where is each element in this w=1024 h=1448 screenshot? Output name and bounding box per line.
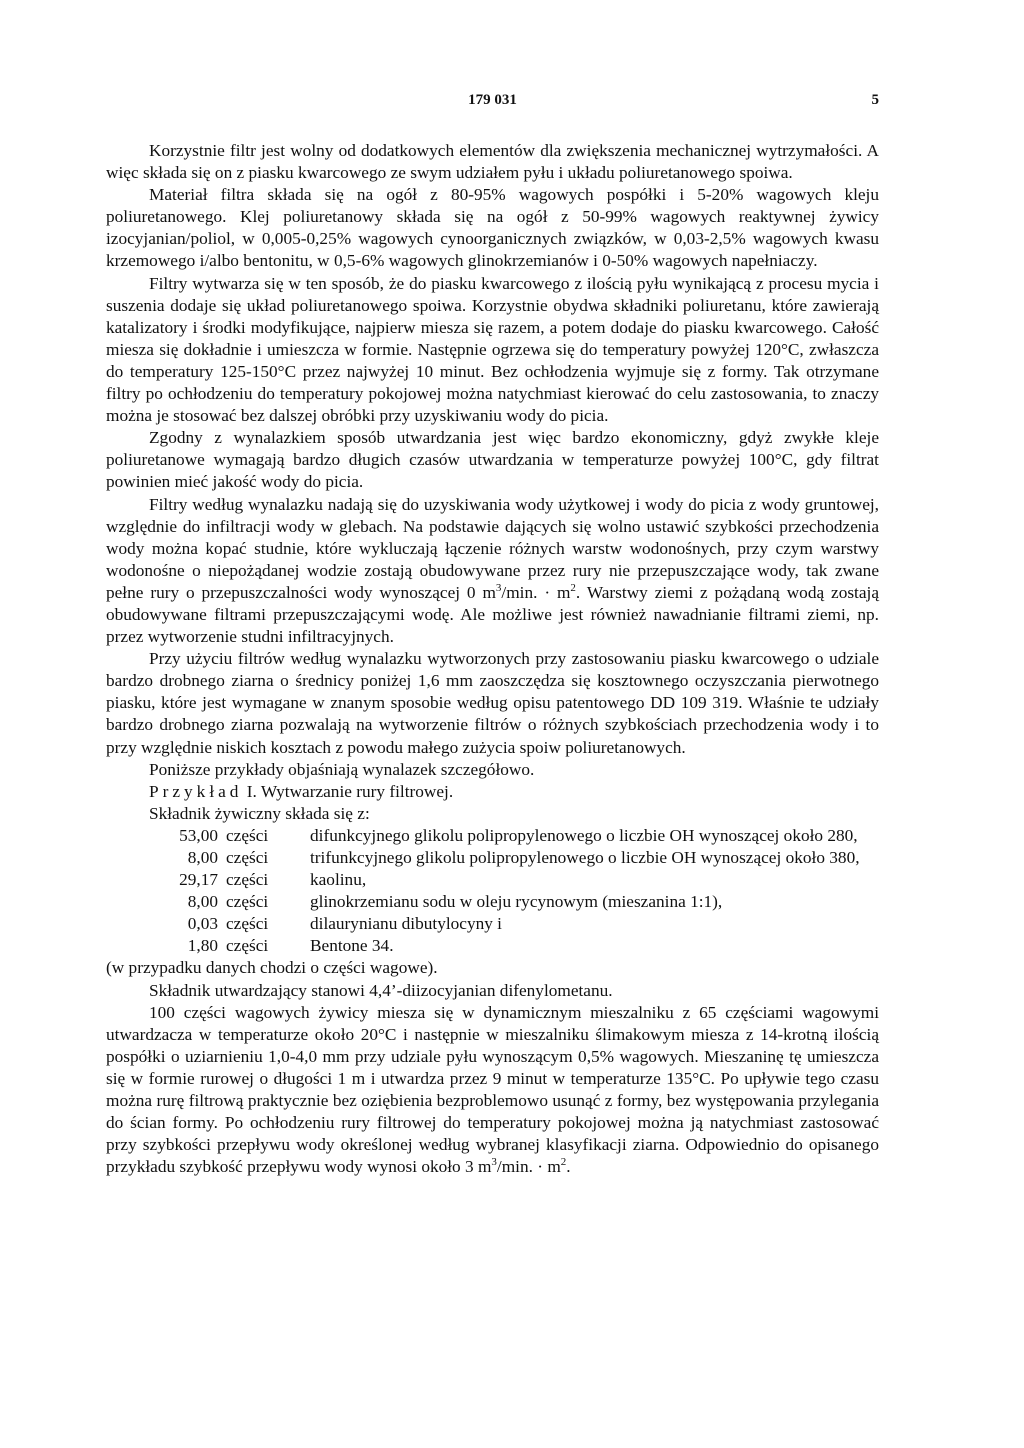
component-amount: 1,80 xyxy=(187,936,218,956)
component-row xyxy=(106,847,879,869)
example-label: Przykład xyxy=(149,781,243,801)
component-amount: 8,00 xyxy=(187,892,218,912)
component-unit: części xyxy=(226,848,269,867)
hardener-line: Składnik utwardzający stanowi 4,4’-diizocyjanian difenylometanu. xyxy=(149,980,613,1000)
component-description: kaolinu, xyxy=(310,870,367,890)
component-description: Bentone 34. xyxy=(310,936,394,956)
component-amount: 29,17 xyxy=(179,870,218,890)
component-amount: 53,00 xyxy=(179,825,218,845)
example-heading xyxy=(106,781,879,803)
paragraph-examples-intro: Poniższe przykłady objaśniają wynalazek szczegółowo. xyxy=(149,759,535,779)
weight-note: (w przypadku danych chodzi o części wagowe). xyxy=(106,958,438,978)
paragraph-filter-structure: Korzystnie filtr jest wolny od dodatkowych elementów dla zwiększenia mechanicznej wytrzymałości. A więc składa się on z piasku kwarcowego ze swym udziałem pyłu i układu poliuretanowego spoiwa. xyxy=(106,141,879,183)
component-unit: części xyxy=(226,936,269,956)
component-row xyxy=(106,891,879,913)
component-row xyxy=(106,825,879,847)
component-description: trifunkcyjnego glikolu polipropylenowego o liczbie OH wynoszącej około 380, xyxy=(310,848,860,867)
paragraph-sand-advantage: Przy użyciu filtrów według wynalazku wytworzonych przy zastosowaniu piasku kwarcowego o udziale bardzo drobnego ziarna o średnicy poniżej 1,6 mm zaoszczędza się kosztownego oczyszczania pierwotnego piasku, które jest wymagane w znanym sposobie według opisu patentowego DD 109 319. Właśnie te udziały bardzo drobnego ziarna pozwalają na wytworzenie filtrów o różnych szybkościach przechodzenia wody i to przy względnie niskich kosztach z powodu małego zużycia spoiw poliuretanowych. xyxy=(106,649,879,757)
paragraph-production-method: Filtry wytwarza się w ten sposób, że do piasku kwarcowego z ilością pyłu wynikającą z procesu mycia i suszenia dodaje się układ poliuretanowego spoiwa. Korzystnie obydwa składniki poliuretanu, które zawierają katalizatory i środki modyfikujące, najpierw miesza się razem, a potem dodaje do piasku kwarcowego. Całość miesza się dokładnie i umieszcza w formie. Następnie ogrzewa się do temperatury powyżej 120°C, zwłaszcza do temperatury 125-150°C przez najwyżej 10 minut. Bez ochłodzenia wyjmuje się z formy. Tak otrzymane filtry po ochłodzeniu do temperatury pokojowej można natychmiast kierować do celu zastosowania, to znaczy można je stosować bez dalszej obróbki przy uzyskiwaniu wody do picia. xyxy=(106,273,879,426)
component-description: difunkcyjnego glikolu polipropylenowego o liczbie OH wynoszącej około 280, xyxy=(310,825,858,845)
component-description: glinokrzemianu sodu w oleju rycynowym (mieszanina 1:1), xyxy=(310,892,723,912)
component-unit: części xyxy=(226,870,269,890)
example-title: I. Wytwarzanie rury filtrowej. xyxy=(246,781,454,801)
component-amount: 0,03 xyxy=(187,914,218,934)
patent-number: 179 031 xyxy=(468,92,517,108)
component-unit: części xyxy=(226,825,269,845)
component-row xyxy=(106,869,879,891)
page-header xyxy=(106,92,879,114)
component-description: dilaurynianu dibutylocyny i xyxy=(310,914,502,934)
paragraph-economy: Zgodny z wynalazkiem sposób utwardzania jest więc bardzo ekonomiczny, gdyż zwykłe kleje poliuretanowe wymagają bardzo długich czasów utwardzania w temperaturze powyżej 100°C, gdy filtrat powinien mieć jakość wody do picia. xyxy=(106,428,879,492)
paragraph-water-use: Filtry według wynalazku nadają się do uzyskiwania wody użytkowej i wody do picia z wody gruntowej, względnie do infiltracji wody w glebach. Na podstawie dających się wolno ustawić szybkości przechodzenia wody można kopać studnie, które wykluczają łączenie różnych warstw wodonośnych, przy czym warstwy wodonośne o niepożądanej wodzie zostają obudowywane przez rury nie przepuszczające wody, tak zwane pełne rury o przepuszczalności wody wynoszącej 0 $m^3/\min$. · $m^2$. Warstwy ziemi z pożądaną wodą zostają obudowywane filtrami przepuszczającymi wodę. Ale możliwe jest również nawadnianie filtrami ziemi, np. przez wytworzenie studni infiltracyjnych. xyxy=(106,494,880,647)
resin-intro: Składnik żywiczny składa się z: xyxy=(149,803,370,823)
page-number: 5 xyxy=(871,92,879,108)
component-amount: 8,00 xyxy=(187,848,218,867)
paragraph-filter-material: Materiał filtra składa się na ogół z 80-95% wagowych pospółki i 5-20% wagowych kleju poliuretanowego. Klej poliuretanowy składa się na ogół z 50-99% wagowych reaktywnej żywicy izocyjanian/poliol, w 0,005-0,25% wagowych cynoorganicznych związków, w 0,03-2,5% wagowych kwasu krzemowego i/albo bentonitu, w 0,5-6% wagowych glinokrzemianów i 0-50% wagowych napełniaczy. xyxy=(106,185,879,271)
component-list xyxy=(106,825,879,958)
component-row xyxy=(106,935,879,957)
paragraph-example-procedure: 100 części wagowych żywicy miesza się w dynamicznym mieszalniku z 65 częściami wagowymi utwardzacza w temperaturze około 20°C i następnie w mieszalniku ślimakowym miesza z 14-krotną ilością pospółki o uziarnieniu 1,0-4,0 mm przy udziale pyłu wynoszącym 0,5% wagowych. Mieszaninę tę umieszcza się w formie rurowej o długości 1 m i utwardza przez 9 minut w temperaturze 135°C. Po upływie tego czasu można rurę filtrową praktycznie bez oziębienia bezproblemowo usunąć z formy, bez występowania przylegania do ścian formy. Po ochłodzeniu rury filtrowej do temperatury pokojowej można ją natychmiast zastosować przy szybkości przepływu wody określonej według wybranej klasyfikacji ziarna. Odpowiednio do opisanego przykładu szybkość przepływu wody wynosi około 3 $m^3/\min$. · $m^2$. xyxy=(106,1002,879,1177)
component-unit: części xyxy=(226,892,269,912)
component-unit: części xyxy=(226,914,269,934)
component-row xyxy=(106,913,879,935)
document-body xyxy=(106,140,879,1178)
